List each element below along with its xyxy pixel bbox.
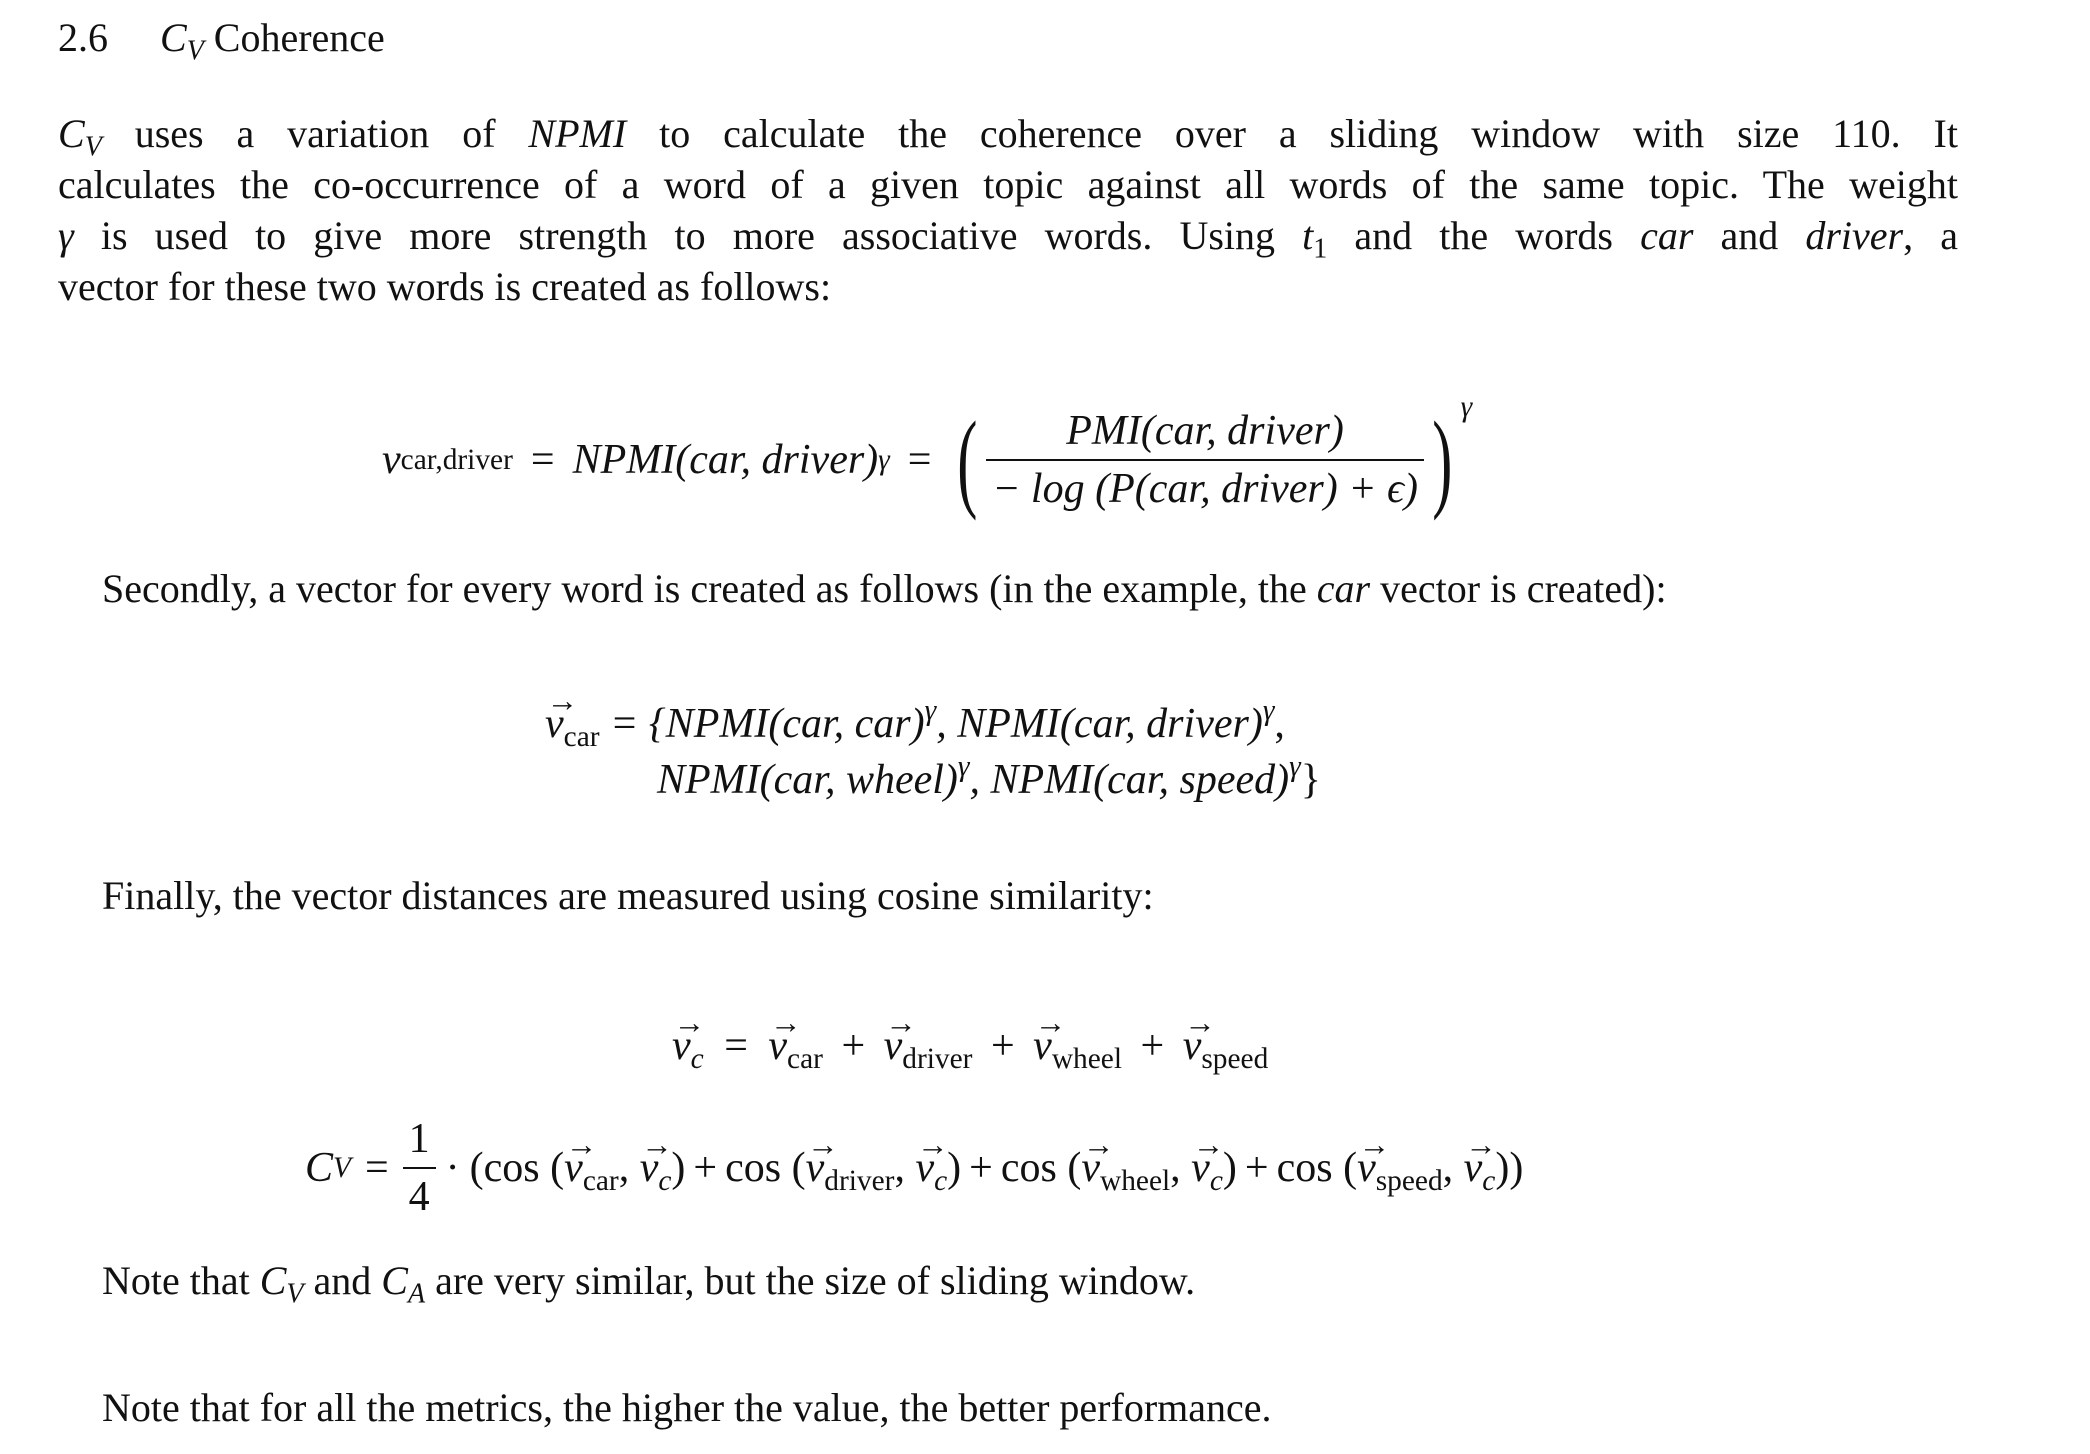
plus: +: [1140, 1023, 1165, 1069]
word-driver: driver: [1805, 213, 1904, 258]
intro-line-1: [58, 108, 1958, 163]
sub-driver: driver: [902, 1042, 973, 1075]
t-symbol: t: [1302, 213, 1314, 258]
vector-v: → v: [672, 1022, 691, 1070]
cos-term-wheel: cos (→ $v_{wheel}$, → $v_c$): [1001, 1144, 1237, 1192]
one-quarter: [403, 1115, 436, 1221]
cv-sub: V: [286, 1278, 304, 1310]
right-paren: ): [1432, 399, 1453, 521]
gamma: γ: [1460, 391, 1473, 423]
word-car: car: [1316, 566, 1371, 611]
vector-v: → v: [884, 1022, 903, 1070]
eq1-npmi: NPMI(car, driver): [572, 437, 879, 483]
vector-v: → v: [768, 1022, 787, 1070]
text: and: [303, 1258, 382, 1303]
cos-term-speed: cos (→ $v_{speed}$, → $v_c$)): [1277, 1144, 1524, 1192]
equals: =: [724, 1023, 748, 1069]
gamma: γ: [878, 444, 890, 476]
t-sub: 1: [1313, 233, 1328, 265]
brace: }: [1300, 757, 1321, 803]
vector-v: → v: [545, 700, 564, 748]
text: , a: [1903, 213, 1958, 258]
dot: ·: [445, 1145, 460, 1191]
equals: =: [364, 1145, 389, 1191]
eq2-line-2: [657, 750, 1321, 804]
text: and the words: [1327, 213, 1641, 258]
finally-paragraph: Finally, the vector distances are measured using cosine similarity:: [102, 873, 1154, 918]
comma: ,: [1274, 701, 1285, 747]
text: to calculate the coherence over a sliding window with size 110. It: [626, 111, 1958, 156]
text: are very similar, but the size of sliding window.: [425, 1258, 1196, 1303]
sub-c: c: [690, 1042, 704, 1075]
gamma: γ: [924, 694, 937, 727]
text: Note that: [102, 1258, 260, 1303]
section-title: Coherence: [213, 15, 385, 60]
left-paren: (: [957, 399, 978, 521]
text: Secondly, a vector for every word is created as follows (in the example, the: [102, 566, 1317, 611]
section-heading: [58, 14, 385, 67]
cv-symbol: C: [259, 1258, 287, 1303]
cos-term-driver: cos (→ $v_{driver}$, → $v_c$): [725, 1144, 961, 1192]
intro-line-2: calculates the co-occurrence of a word of a given topic against all words of the same topic. The weight: [58, 162, 1958, 207]
cv-sub: V: [333, 1152, 351, 1184]
plus: +: [990, 1023, 1015, 1069]
eq1-denominator: − log (P(car, driver) + ϵ): [986, 459, 1424, 513]
ca-sub: A: [407, 1278, 426, 1310]
ca-symbol: C: [381, 1258, 408, 1303]
secondly-paragraph: [102, 563, 1667, 614]
denominator: 4: [403, 1167, 436, 1221]
sub-car: car: [563, 720, 600, 753]
intro-line-4: vector for these two words is created as follows:: [58, 264, 832, 309]
eq1-fraction: [986, 407, 1424, 513]
word-car: car: [1640, 213, 1694, 258]
gamma-symbol: γ: [58, 213, 74, 258]
eq2-line-1: [545, 694, 1321, 753]
text: uses a variation of: [101, 111, 529, 156]
npmi-car-speed: , NPMI(car, speed): [969, 757, 1290, 803]
intro-line-3: [58, 210, 1958, 265]
text: is used to give more strength to more associative words. Using: [73, 213, 1303, 258]
plus: +: [841, 1023, 866, 1069]
equation-cv: C V = $\frac{1}{4}$ · ( cos (→ $v_{car}$, → $v_c$) + cos (→ $v_{driver}$, → $v_c$) + cos (→ $v_{wheel}$, → $v_c$) + cos (→ $v_{speed}$, → $v_c$)): [305, 1118, 1523, 1218]
npmi-car-car: = {NPMI(car, car): [610, 701, 925, 747]
gamma: γ: [957, 750, 970, 783]
vector-v: → v: [1183, 1022, 1202, 1070]
equation-npmi: v car,driver = NPMI(car, driver) γ = ( $\frac{\text{PMI(car, driver)}}{\text{− log (P(car, driver) + ϵ)}}$ ) γ: [382, 391, 1473, 521]
equation-vector-car: [545, 694, 1321, 804]
sub-car: car: [787, 1042, 823, 1075]
section-number: 2.6: [58, 15, 108, 60]
gamma: γ: [1262, 694, 1275, 727]
note-metrics: Note that for all the metrics, the higher the value, the better performance.: [102, 1385, 1272, 1430]
gamma: γ: [1289, 750, 1301, 783]
eq1-lhs: v: [382, 437, 401, 483]
eq1-numerator: PMI(car, driver): [1066, 408, 1344, 454]
equation-vc: [672, 1022, 1269, 1075]
cos-term-car: cos (→ $v_{car}$, → $v_c$): [484, 1144, 686, 1192]
sub-speed: speed: [1201, 1042, 1269, 1075]
npmi-term: NPMI: [528, 111, 627, 156]
sub-wheel: wheel: [1051, 1042, 1122, 1075]
intro-paragraph: [58, 108, 1958, 312]
vector-v: → v: [1033, 1022, 1052, 1070]
cv-symbol: C: [58, 111, 85, 156]
cv-sub: V: [84, 131, 102, 163]
npmi-car-driver: , NPMI(car, driver): [936, 701, 1263, 747]
text: and: [1693, 213, 1806, 258]
note-similarity: [102, 1255, 1196, 1310]
equals: =: [530, 437, 555, 483]
text: vector is created):: [1370, 566, 1667, 611]
equals: =: [907, 437, 932, 483]
numerator: 1: [408, 1116, 430, 1162]
cv-symbol: C: [305, 1145, 334, 1191]
npmi-car-wheel: NPMI(car, wheel): [657, 757, 958, 803]
section-symbol-sub: V: [186, 35, 204, 67]
section-symbol: C: [160, 15, 187, 60]
